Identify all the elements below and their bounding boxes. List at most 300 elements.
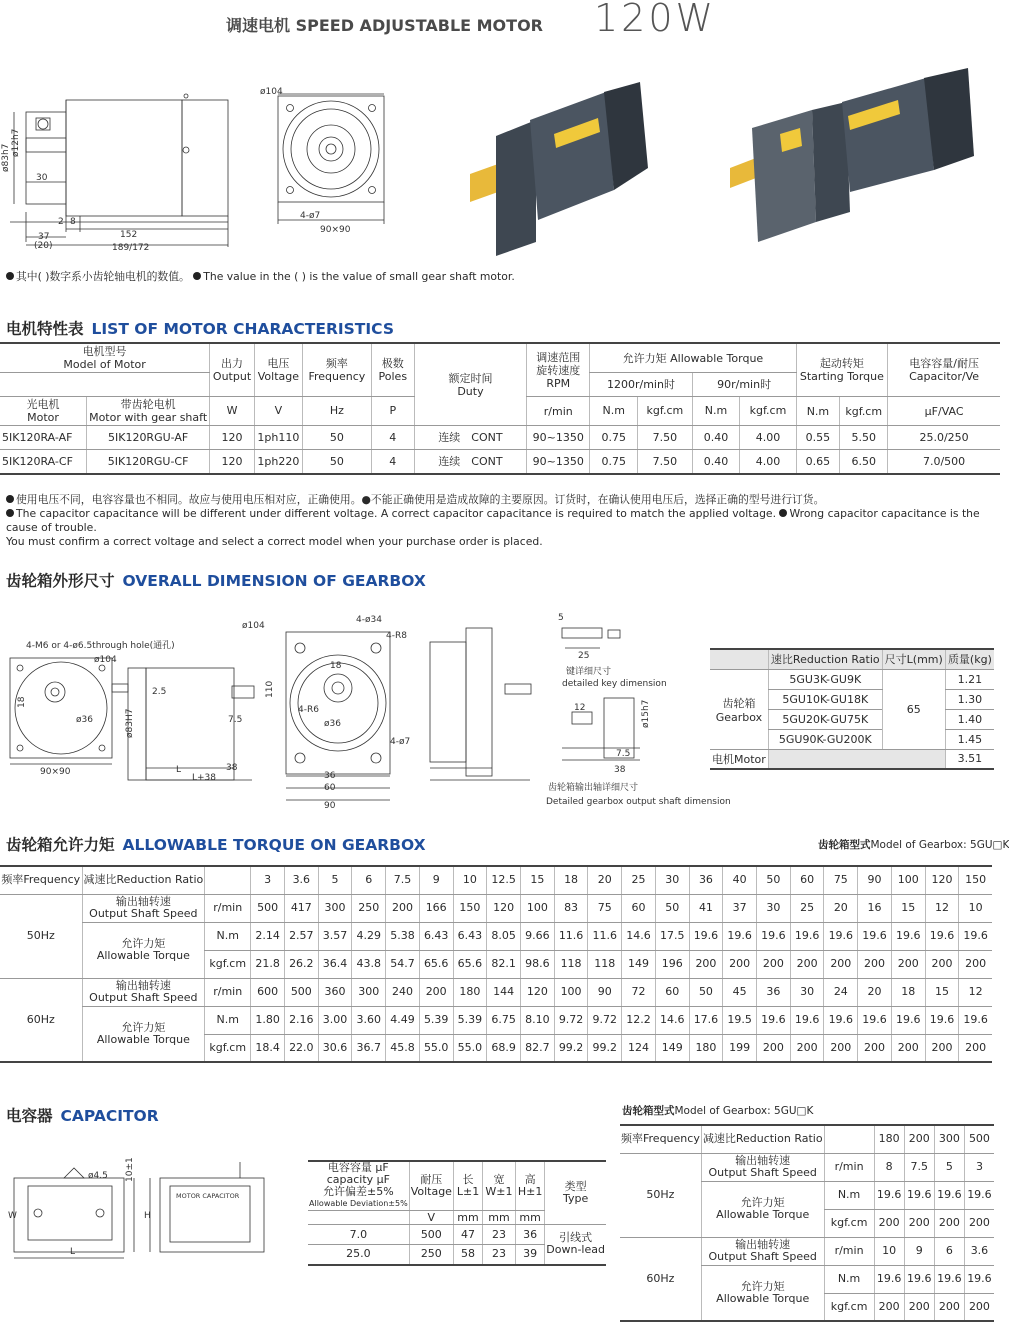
section-title-cn: 齿轮箱外形尺寸 bbox=[6, 572, 115, 590]
section-title-en: OVERALL DIMENSION OF GEARBOX bbox=[122, 572, 426, 590]
unit-cell: mm bbox=[453, 1211, 482, 1225]
label-b18: 18 bbox=[330, 661, 342, 671]
unit-cell: kgf.cm bbox=[824, 1209, 874, 1237]
unit-cell: r/min bbox=[205, 978, 251, 1006]
cap-cell: 250 bbox=[409, 1245, 453, 1265]
header-cell bbox=[824, 1125, 874, 1153]
table-cell: 0.75 bbox=[590, 450, 638, 474]
speed-label-cell bbox=[82, 894, 205, 922]
value-cell: 19.6 bbox=[790, 922, 824, 950]
value-cell: 55.0 bbox=[419, 1034, 453, 1062]
value-cell: 8.10 bbox=[520, 1006, 554, 1034]
value-cell: 18.4 bbox=[251, 1034, 285, 1062]
cell-text: 光电机 bbox=[26, 398, 60, 411]
label-d83: ø83h7 bbox=[1, 143, 11, 172]
unit-cell: kgf.cm bbox=[824, 1293, 874, 1321]
value-cell: 118 bbox=[588, 950, 622, 978]
cell-text: 调速范围 bbox=[536, 350, 581, 364]
weight-cell: 1.40 bbox=[945, 709, 994, 729]
value-cell: 3.57 bbox=[318, 922, 352, 950]
unit-cell: r/min bbox=[205, 894, 251, 922]
header-cell bbox=[515, 1161, 544, 1211]
cell-text: 输出轴转速 bbox=[735, 1238, 791, 1251]
header-cell: 速比Reduction Ratio bbox=[768, 649, 882, 669]
table-cell: 7.50 bbox=[638, 426, 692, 450]
value-cell: 250 bbox=[352, 894, 386, 922]
value-cell: 6 bbox=[934, 1237, 964, 1265]
note-small-gear-shaft bbox=[6, 270, 515, 284]
gearmotor-photo bbox=[730, 72, 980, 252]
value-cell: 25 bbox=[790, 894, 824, 922]
table-cell: 0.55 bbox=[796, 426, 840, 450]
value-cell: 60 bbox=[622, 894, 656, 922]
label-20: (20) bbox=[34, 241, 53, 251]
value-cell: 200 bbox=[757, 950, 791, 978]
value-cell: 300 bbox=[352, 978, 386, 1006]
label-8: 8 bbox=[70, 217, 76, 227]
label-90x90: 90×90 bbox=[40, 767, 71, 777]
label-d12: ø12h7 bbox=[11, 128, 21, 157]
value-cell: 144 bbox=[487, 978, 521, 1006]
value-cell: 15 bbox=[891, 894, 925, 922]
header-cell bbox=[308, 1161, 409, 1211]
cell-text: Output Shaft Speed bbox=[89, 907, 198, 920]
capacitor-drawing bbox=[0, 1158, 290, 1268]
label-4-d34: 4-ø34 bbox=[356, 615, 382, 625]
page-header-title bbox=[226, 13, 543, 36]
value-cell: 14.6 bbox=[655, 1006, 689, 1034]
speed-label-cell bbox=[701, 1153, 824, 1181]
label-2-5: 2.5 bbox=[152, 687, 167, 697]
size-cell: 65 bbox=[882, 669, 945, 749]
motor-characteristics-table bbox=[0, 342, 1000, 475]
ratio-header-cell: 75 bbox=[824, 866, 858, 894]
flange-outline bbox=[26, 112, 66, 204]
unit-cell: r/min bbox=[527, 397, 590, 426]
note2-line1: 使用电压不同，电容容量也不相同。故应与使用电压相对应，正确使用。●不能正确使用是造成故障的主要原因。订货时，在确认使用电压后，选择正确的型号进行订货。 bbox=[16, 493, 825, 506]
ratio-header-cell: 36 bbox=[689, 866, 723, 894]
section-title-cn: 齿轮箱允许力矩 bbox=[6, 836, 115, 854]
table-row bbox=[0, 922, 992, 950]
section-title-allowable-torque bbox=[6, 833, 426, 855]
cell-text: 电容容量 μF bbox=[327, 1161, 389, 1174]
value-cell: 12 bbox=[925, 894, 959, 922]
table-cell: 1ph110 bbox=[254, 426, 302, 450]
unit-cell: kgf.cm bbox=[205, 1034, 251, 1062]
value-cell: 82.7 bbox=[520, 1034, 554, 1062]
label-k38: 38 bbox=[614, 765, 626, 775]
value-cell: 196 bbox=[655, 950, 689, 978]
gearbox-label-cell bbox=[710, 669, 768, 749]
value-cell: 17.5 bbox=[655, 922, 689, 950]
note2-line1-wrap bbox=[6, 493, 1000, 507]
label-60: 60 bbox=[324, 783, 336, 793]
header-cell bbox=[545, 1161, 606, 1225]
table-cell: 120 bbox=[210, 450, 255, 474]
unit-cell: N.m bbox=[796, 397, 840, 426]
gearbox-ratio-table bbox=[710, 648, 994, 770]
cell-text: Gearbox bbox=[715, 710, 763, 724]
value-cell: 19.6 bbox=[904, 1181, 934, 1209]
ratio-header-cell: 20 bbox=[588, 866, 622, 894]
capacitor-top-view bbox=[14, 1178, 124, 1252]
cell-text: Motor bbox=[27, 411, 59, 424]
label-k25: 25 bbox=[578, 651, 590, 661]
label-d104: ø104 bbox=[260, 87, 283, 97]
value-cell: 50 bbox=[689, 978, 723, 1006]
cell-text: W±1 bbox=[485, 1185, 513, 1198]
section-title-capacitor bbox=[6, 1104, 159, 1126]
table-cell: 5IK120RGU-AF bbox=[87, 426, 210, 450]
table-header-row bbox=[0, 343, 1000, 373]
capacitor-table bbox=[308, 1160, 606, 1266]
value-cell: 19.6 bbox=[858, 922, 892, 950]
bullet-icon bbox=[193, 272, 201, 280]
value-cell: 600 bbox=[251, 978, 285, 1006]
value-cell: 11.6 bbox=[554, 922, 588, 950]
label-k7-5: 7.5 bbox=[616, 749, 631, 759]
value-cell: 19.6 bbox=[925, 922, 959, 950]
empty-cell bbox=[768, 749, 945, 769]
gearbox-dimension-drawing bbox=[0, 608, 731, 813]
table-row bbox=[710, 749, 994, 769]
header-cell bbox=[0, 343, 210, 373]
ratio-cell: 5GU3K-GU9K bbox=[768, 669, 882, 689]
label-37: 37 bbox=[38, 232, 50, 242]
unit-cell: N.m bbox=[824, 1181, 874, 1209]
value-cell: 19.6 bbox=[689, 922, 723, 950]
header-cell: 频率Frequency bbox=[620, 1125, 701, 1153]
cell-text: Voltage bbox=[410, 1185, 452, 1198]
table-row bbox=[0, 426, 1000, 450]
table-cell: 50 bbox=[302, 426, 371, 450]
cell-text: Poles bbox=[378, 370, 408, 383]
section-title-motor-characteristics bbox=[6, 317, 394, 339]
note2-line3: You must confirm a correct voltage and select a correct model when your purchase order is placed. bbox=[6, 535, 543, 548]
table-cell: 7.50 bbox=[638, 450, 692, 474]
unit-cell: mm bbox=[483, 1211, 516, 1225]
value-cell: 45 bbox=[723, 978, 757, 1006]
unit-cell: kgf.cm bbox=[638, 397, 692, 426]
value-cell: 200 bbox=[891, 950, 925, 978]
cell-text: 允许力矩 bbox=[740, 1196, 785, 1209]
unit-cell: W bbox=[210, 397, 255, 426]
cap-cell: 58 bbox=[453, 1245, 482, 1265]
label-4-d7: 4-ø7 bbox=[390, 737, 411, 747]
torque-label-cell bbox=[701, 1265, 824, 1321]
value-cell: 99.2 bbox=[588, 1034, 622, 1062]
ratio-header-cell: 6 bbox=[352, 866, 386, 894]
value-cell: 6.43 bbox=[453, 922, 487, 950]
value-cell: 20 bbox=[824, 894, 858, 922]
label-18: 18 bbox=[17, 696, 27, 708]
value-cell: 9.72 bbox=[588, 1006, 622, 1034]
label-shaft-en: Detailed gearbox output shaft dimension bbox=[546, 797, 731, 807]
header-cell bbox=[0, 373, 210, 397]
model-label-cn: 齿轮箱型式 bbox=[818, 839, 871, 851]
value-cell: 14.6 bbox=[622, 922, 656, 950]
ratio-header-cell: 25 bbox=[622, 866, 656, 894]
value-cell: 9 bbox=[904, 1237, 934, 1265]
frequency-cell: 50Hz bbox=[620, 1153, 701, 1237]
value-cell: 75 bbox=[588, 894, 622, 922]
ratio-header-cell: 15 bbox=[520, 866, 554, 894]
value-cell: 26.2 bbox=[284, 950, 318, 978]
ratio-header-cell: 180 bbox=[874, 1125, 904, 1153]
value-cell: 200 bbox=[874, 1293, 904, 1321]
value-cell: 200 bbox=[723, 950, 757, 978]
value-cell: 2.57 bbox=[284, 922, 318, 950]
weight-cell: 1.30 bbox=[945, 689, 994, 709]
header-cell bbox=[710, 649, 768, 669]
header-cell: 90r/min时 bbox=[692, 373, 796, 397]
cell-text: L±1 bbox=[456, 1185, 480, 1198]
header-cell bbox=[483, 1161, 516, 1211]
capacitor-side-view bbox=[160, 1178, 264, 1252]
ratio-header-cell: 12.5 bbox=[487, 866, 521, 894]
ratio-header-cell: 120 bbox=[925, 866, 959, 894]
ratio-header-cell: 90 bbox=[858, 866, 892, 894]
label-L: L bbox=[70, 1247, 76, 1257]
cap-cell: 36 bbox=[515, 1225, 544, 1245]
ratio-header-cell: 100 bbox=[891, 866, 925, 894]
value-cell: 36 bbox=[757, 978, 791, 1006]
ratio-header-cell: 5 bbox=[318, 866, 352, 894]
ratio-header-cell: 300 bbox=[934, 1125, 964, 1153]
value-cell: 83 bbox=[554, 894, 588, 922]
motor-dimension-drawing bbox=[0, 82, 400, 257]
ratio-header-cell: 40 bbox=[723, 866, 757, 894]
unit-cell: N.m bbox=[205, 1006, 251, 1034]
cell-text: 起动转矩 bbox=[819, 357, 864, 370]
label-10: 10±1 bbox=[125, 1157, 135, 1182]
cell-text: Allowable Deviation±5% bbox=[309, 1199, 408, 1208]
label-7-5: 7.5 bbox=[228, 715, 243, 725]
unit-cell: r/min bbox=[824, 1237, 874, 1265]
value-cell: 22.0 bbox=[284, 1034, 318, 1062]
value-cell: 120 bbox=[487, 894, 521, 922]
value-cell: 200 bbox=[757, 1034, 791, 1062]
unit-cell: V bbox=[254, 397, 302, 426]
ratio-header-cell: 500 bbox=[964, 1125, 994, 1153]
value-cell: 2.16 bbox=[284, 1006, 318, 1034]
motor-photo bbox=[458, 72, 698, 252]
frequency-cell: 60Hz bbox=[620, 1237, 701, 1321]
table-cell: 25.0/250 bbox=[888, 426, 1000, 450]
header-cell: 尺寸L(mm) bbox=[882, 649, 945, 669]
cap-cell: 7.0 bbox=[308, 1225, 409, 1245]
label-hole: 4-M6 or 4-ø6.5through hole(通孔) bbox=[26, 641, 175, 651]
table-cell: 0.40 bbox=[692, 426, 740, 450]
table-cell: 连续 CONT bbox=[414, 426, 527, 450]
cell-text: 额定时间 bbox=[448, 371, 493, 385]
label-36: 36 bbox=[324, 771, 336, 781]
note2-line2-wrap bbox=[6, 507, 1000, 535]
unit-cell: N.m bbox=[692, 397, 740, 426]
value-cell: 200 bbox=[858, 1034, 892, 1062]
unit-cell: N.m bbox=[824, 1265, 874, 1293]
value-cell: 82.1 bbox=[487, 950, 521, 978]
cell-text: Model of Motor bbox=[63, 358, 146, 371]
table-header-row bbox=[620, 1125, 994, 1153]
value-cell: 200 bbox=[386, 894, 420, 922]
value-cell: 30.6 bbox=[318, 1034, 352, 1062]
value-cell: 200 bbox=[964, 1209, 994, 1237]
ratio-cell: 5GU90K-GU200K bbox=[768, 729, 882, 749]
model-label-en: Model of Gearbox: 5GU□K bbox=[674, 1105, 814, 1117]
cell-text: 长 bbox=[462, 1173, 474, 1186]
motor-label-cell: 电机Motor bbox=[710, 749, 768, 769]
value-cell: 10 bbox=[959, 894, 992, 922]
cell-text: 允许偏差±5% bbox=[323, 1185, 394, 1198]
header-cell: 质量(kg) bbox=[945, 649, 994, 669]
value-cell: 200 bbox=[891, 1034, 925, 1062]
shaft-shape bbox=[470, 164, 498, 202]
unit-cell: V bbox=[409, 1211, 453, 1225]
cell-text: Output bbox=[212, 370, 252, 383]
value-cell: 3.00 bbox=[318, 1006, 352, 1034]
header-cell: 频率Frequency bbox=[0, 866, 82, 894]
header-title-en: SPEED ADJUSTABLE MOTOR bbox=[295, 16, 543, 35]
cell-text: Output Shaft Speed bbox=[708, 1166, 817, 1179]
table-cell: 4.00 bbox=[740, 450, 796, 474]
cell-text: 允许力矩 bbox=[121, 937, 166, 950]
cell-text: 电压 bbox=[267, 357, 290, 370]
table-cell: 120 bbox=[210, 426, 255, 450]
value-cell: 99.2 bbox=[554, 1034, 588, 1062]
header-cell: 允许力矩 Allowable Torque bbox=[590, 343, 796, 373]
cell-text: 引线式 bbox=[559, 1231, 593, 1245]
value-cell: 19.6 bbox=[891, 922, 925, 950]
header-cell bbox=[888, 343, 1000, 397]
label-4-r6: 4-R6 bbox=[298, 705, 319, 715]
label-b36c: ø36 bbox=[324, 719, 341, 729]
table-row bbox=[620, 1237, 994, 1265]
label-H: H bbox=[144, 1211, 151, 1221]
value-cell: 180 bbox=[453, 978, 487, 1006]
table-cell: 0.65 bbox=[796, 450, 840, 474]
table-row bbox=[620, 1153, 994, 1181]
torque-label-cell bbox=[82, 922, 205, 978]
cap-cell: 500 bbox=[409, 1225, 453, 1245]
unit-cell: P bbox=[371, 397, 414, 426]
allowable-torque-table bbox=[0, 865, 992, 1063]
cell-text: 允许力矩 bbox=[740, 1279, 785, 1293]
weight-cell: 1.21 bbox=[945, 669, 994, 689]
header-cell: 减速比Reduction Ratio bbox=[82, 866, 205, 894]
ratio-header-cell: 7.5 bbox=[386, 866, 420, 894]
header-cell bbox=[453, 1161, 482, 1211]
cell-text: 频率 bbox=[325, 357, 348, 370]
note-capacitor-voltage bbox=[6, 493, 1000, 549]
ratio-header-cell: 10 bbox=[453, 866, 487, 894]
label-L38: L+38 bbox=[192, 773, 217, 783]
cell-text: Down-lead bbox=[546, 1243, 605, 1257]
ratio-header-cell: 60 bbox=[790, 866, 824, 894]
value-cell: 200 bbox=[959, 1034, 992, 1062]
cell-text: 输出轴转速 bbox=[735, 1154, 791, 1167]
table-row bbox=[0, 894, 992, 922]
table-row bbox=[308, 1225, 606, 1245]
ratio-header-cell: 3 bbox=[251, 866, 285, 894]
cell-text: Voltage bbox=[257, 370, 299, 383]
value-cell: 200 bbox=[904, 1209, 934, 1237]
header-cell bbox=[205, 866, 251, 894]
value-cell: 5 bbox=[934, 1153, 964, 1181]
value-cell: 200 bbox=[689, 950, 723, 978]
cell-text: 输出轴转速 bbox=[115, 979, 171, 992]
value-cell: 124 bbox=[622, 1034, 656, 1062]
label-motor-capacitor: MOTOR CAPACITOR bbox=[176, 1192, 240, 1200]
label-30: 30 bbox=[36, 173, 48, 183]
value-cell: 19.6 bbox=[964, 1265, 994, 1293]
value-cell: 19.6 bbox=[757, 1006, 791, 1034]
value-cell: 149 bbox=[655, 1034, 689, 1062]
unit-cell: mm bbox=[515, 1211, 544, 1225]
cell-text: Frequency bbox=[308, 370, 366, 383]
value-cell: 16 bbox=[858, 894, 892, 922]
cell-text: Allowable Torque bbox=[96, 1032, 190, 1046]
value-cell: 200 bbox=[904, 1293, 934, 1321]
value-cell: 36.4 bbox=[318, 950, 352, 978]
value-cell: 41 bbox=[689, 894, 723, 922]
value-cell: 200 bbox=[419, 978, 453, 1006]
value-cell: 5.38 bbox=[386, 922, 420, 950]
table-row bbox=[0, 978, 992, 1006]
value-cell: 500 bbox=[251, 894, 285, 922]
value-cell: 200 bbox=[824, 950, 858, 978]
ratio-header-cell: 200 bbox=[904, 1125, 934, 1153]
value-cell: 118 bbox=[554, 950, 588, 978]
value-cell: 30 bbox=[790, 978, 824, 1006]
bullet-icon bbox=[779, 509, 787, 517]
value-cell: 12 bbox=[959, 978, 992, 1006]
value-cell: 3 bbox=[964, 1153, 994, 1181]
cap-cell: 47 bbox=[453, 1225, 482, 1245]
ratio-header-cell: 9 bbox=[419, 866, 453, 894]
shaft-shape bbox=[730, 158, 756, 188]
table-cell: 90~1350 bbox=[527, 450, 590, 474]
frequency-cell: 50Hz bbox=[0, 894, 82, 978]
cell-text: 齿轮箱 bbox=[722, 696, 756, 710]
cell-text: Output Shaft Speed bbox=[89, 991, 198, 1004]
header-title-cn: 调速电机 bbox=[226, 16, 291, 35]
value-cell: 15 bbox=[925, 978, 959, 1006]
value-cell: 5.39 bbox=[419, 1006, 453, 1034]
cell-text: capacity μF bbox=[326, 1173, 390, 1186]
label-d83h7: ø83H7 bbox=[125, 708, 135, 738]
label-38: 38 bbox=[226, 763, 238, 773]
table-cell: 连续 CONT bbox=[414, 450, 527, 474]
value-cell: 54.7 bbox=[386, 950, 420, 978]
table-cell: 4 bbox=[371, 450, 414, 474]
value-cell: 19.6 bbox=[934, 1181, 964, 1209]
section-title-en: LIST OF MOTOR CHARACTERISTICS bbox=[91, 320, 394, 338]
value-cell: 21.8 bbox=[251, 950, 285, 978]
value-cell: 19.6 bbox=[934, 1265, 964, 1293]
value-cell: 100 bbox=[554, 978, 588, 1006]
cell-text: 类型 bbox=[564, 1180, 587, 1193]
bullet-icon bbox=[6, 272, 14, 280]
value-cell: 18 bbox=[891, 978, 925, 1006]
value-cell: 60 bbox=[655, 978, 689, 1006]
value-cell: 19.6 bbox=[790, 1006, 824, 1034]
label-4-d7: 4-ø7 bbox=[300, 211, 321, 221]
ratio-header-cell: 50 bbox=[757, 866, 791, 894]
value-cell: 68.9 bbox=[487, 1034, 521, 1062]
header-cell bbox=[87, 397, 210, 426]
value-cell: 100 bbox=[520, 894, 554, 922]
